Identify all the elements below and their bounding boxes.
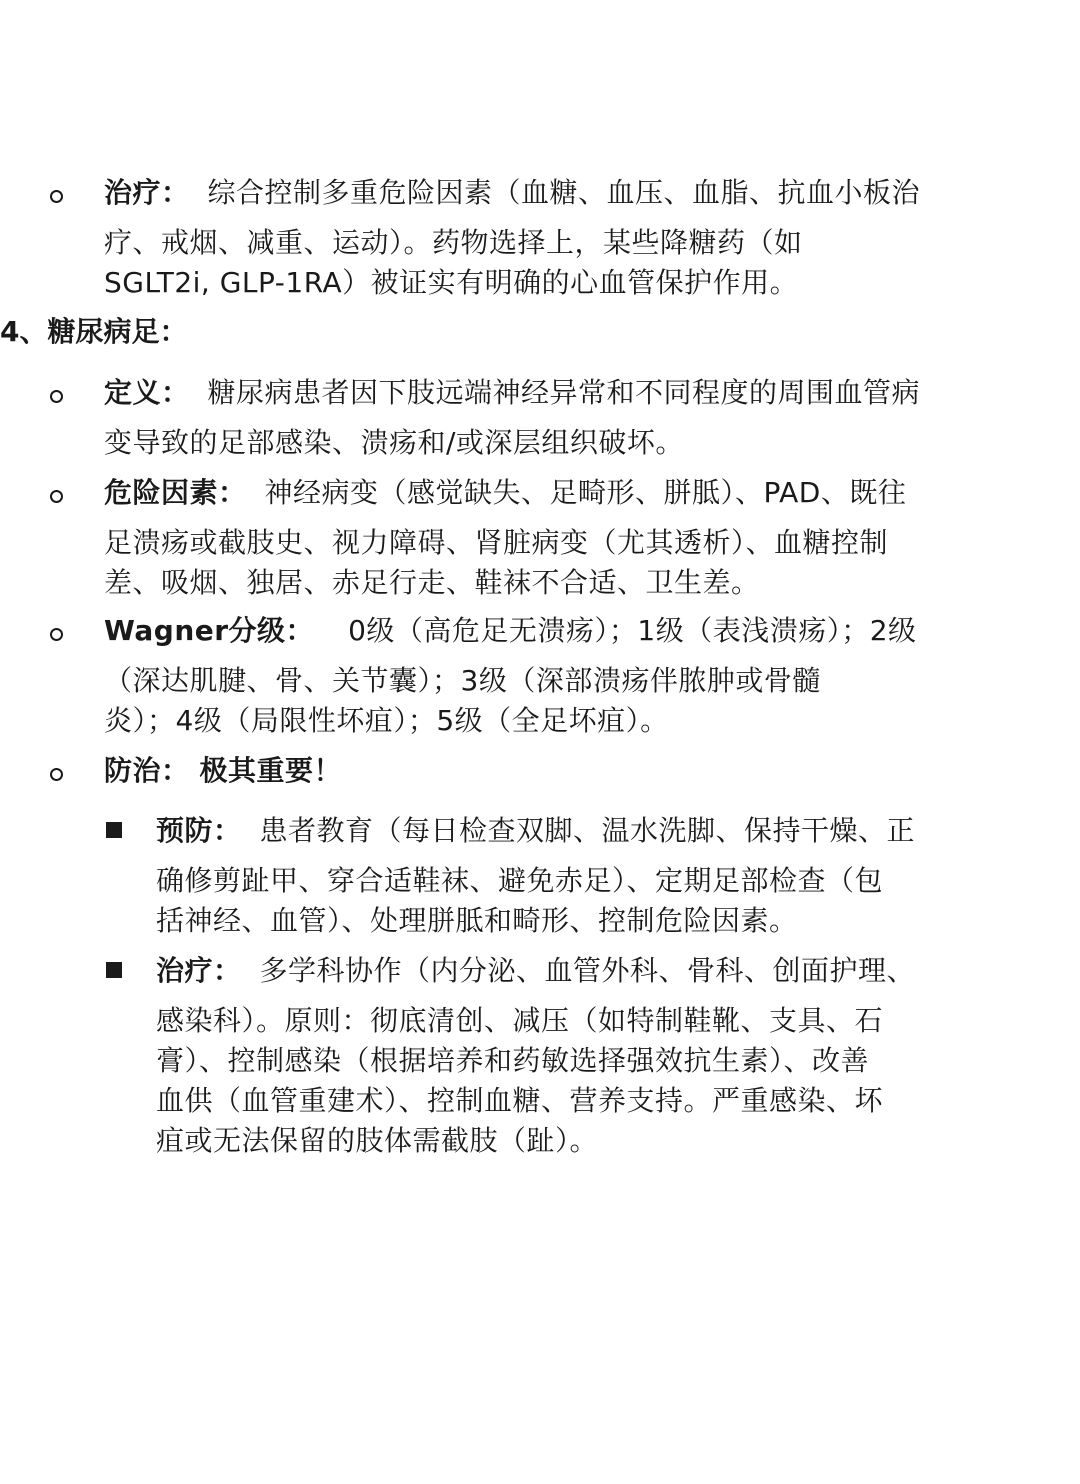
square-bullet-icon — [106, 822, 122, 838]
prevention-treatment-emphasis: 极其重要！ — [199, 754, 343, 787]
treatment-foot-line-2: 感染科）。原则：彻底清创、减压（如特制鞋靴、支具、石 — [156, 1004, 884, 1037]
treatment-cv-label: 治疗： — [104, 176, 190, 209]
treatment-foot-line-4: 血供（血管重建术）、控制血糖、营养支持。严重感染、坏 — [156, 1084, 884, 1117]
treatment-foot-line-3: 膏）、控制感染（根据培养和药敏选择强效抗生素）、改善 — [156, 1044, 870, 1077]
wagner-line-2: （深达肌腱、骨、关节囊）；3级（深部溃疡伴脓肿或骨髓 — [104, 664, 821, 697]
circle-bullet-icon — [50, 190, 63, 203]
definition-line-2: 变导致的足部感染、溃疡和/或深层组织破坏。 — [104, 426, 684, 459]
prevention-line-1: 预防： 患者教育（每日检查双脚、温水洗脚、保持干燥、正 — [156, 814, 916, 847]
wagner-label: Wagner分级： — [104, 614, 315, 647]
circle-bullet-icon — [50, 628, 63, 641]
prevention-line-3: 括神经、血管）、处理胼胝和畸形、控制危险因素。 — [156, 904, 798, 937]
circle-bullet-icon — [50, 768, 63, 781]
circle-bullet-icon — [50, 390, 63, 403]
treatment-cv-line-1: 治疗： 综合控制多重危险因素（血糖、血压、血脂、抗血小板治 — [104, 176, 921, 209]
risk-factors-line-3: 差、吸烟、独居、赤足行走、鞋袜不合适、卫生差。 — [104, 566, 760, 599]
risk-factors-label: 危险因素： — [104, 476, 247, 509]
section-heading: 4、糖尿病足： — [0, 315, 188, 348]
wagner-line-1: Wagner分级： 0级（高危足无溃疡）；1级（表浅溃疡）；2级 — [104, 614, 917, 647]
square-bullet-icon — [106, 962, 122, 978]
definition-line-1: 定义： 糖尿病患者因下肢远端神经异常和不同程度的周围血管病 — [104, 376, 921, 409]
risk-factors-line-2: 足溃疡或截肢史、视力障碍、肾脏病变（尤其透析）、血糖控制 — [104, 526, 889, 559]
treatment-foot-line-5: 疽或无法保留的肢体需截肢（趾）。 — [156, 1124, 599, 1157]
treatment-foot-line-1: 治疗： 多学科协作（内分泌、血管外科、骨科、创面护理、 — [156, 954, 916, 987]
wagner-line-3: 炎）；4级（局限性坏疽）；5级（全足坏疽）。 — [104, 704, 669, 737]
prevention-treatment-label: 防治： — [104, 754, 190, 787]
risk-factors-line-1: 危险因素： 神经病变（感觉缺失、足畸形、胼胝）、PAD、既往 — [104, 476, 907, 509]
definition-label: 定义： — [104, 376, 190, 409]
circle-bullet-icon — [50, 490, 63, 503]
prevention-label: 预防： — [156, 814, 242, 847]
treatment-cv-line-3: SGLT2i, GLP-1RA）被证实有明确的心血管保护作用。 — [104, 266, 799, 299]
treatment-foot-label: 治疗： — [156, 954, 242, 987]
prevention-treatment-line — [104, 752, 342, 790]
prevention-line-2: 确修剪趾甲、穿合适鞋袜、避免赤足）、定期足部检查（包 — [156, 864, 884, 897]
treatment-cv-line-2: 疗、戒烟、减重、运动）。药物选择上，某些降糖药（如 — [104, 226, 803, 259]
